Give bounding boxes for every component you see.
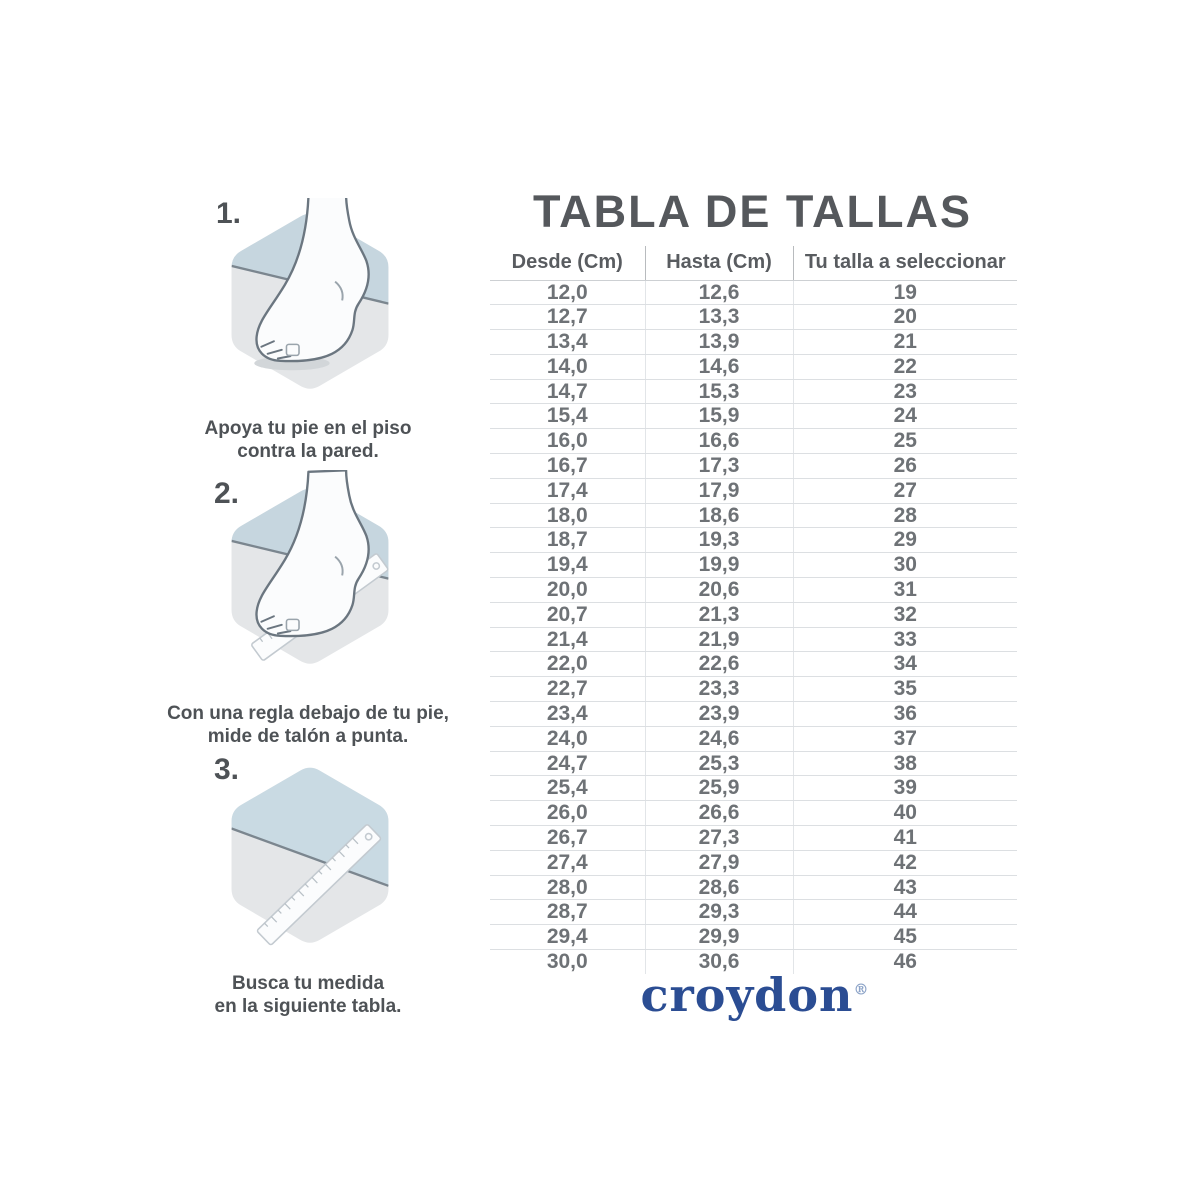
table-row — [490, 553, 1017, 578]
foot-against-wall-illustration — [208, 198, 412, 406]
table-cell: 14,0 — [490, 354, 645, 379]
table-row — [490, 677, 1017, 702]
step-3-caption — [158, 972, 458, 1018]
table-row — [490, 850, 1017, 875]
table-cell: 21,3 — [645, 602, 793, 627]
table-cell: 28,6 — [645, 875, 793, 900]
table-row — [490, 801, 1017, 826]
table-cell: 23,4 — [490, 702, 645, 727]
table-cell: 26 — [793, 454, 1017, 479]
table-cell: 40 — [793, 801, 1017, 826]
table-cell: 29 — [793, 528, 1017, 553]
table-cell: 25,4 — [490, 776, 645, 801]
table-cell: 24,6 — [645, 726, 793, 751]
table-cell: 16,0 — [490, 429, 645, 454]
foot-with-ruler-illustration — [208, 470, 412, 684]
table-row — [490, 379, 1017, 404]
table-row — [490, 925, 1017, 950]
table-cell: 34 — [793, 652, 1017, 677]
table-cell: 39 — [793, 776, 1017, 801]
table-cell: 35 — [793, 677, 1017, 702]
table-cell: 22,0 — [490, 652, 645, 677]
table-cell: 20,0 — [490, 578, 645, 603]
table-cell: 29,9 — [645, 925, 793, 950]
table-cell: 27,9 — [645, 850, 793, 875]
table-cell: 30,0 — [490, 950, 645, 974]
table-cell: 42 — [793, 850, 1017, 875]
caption-line: mide de talón a punta. — [207, 726, 409, 747]
table-cell: 23,3 — [645, 677, 793, 702]
table-cell: 19,4 — [490, 553, 645, 578]
caption-line: Busca tu medida — [231, 973, 385, 994]
table-cell: 29,4 — [490, 925, 645, 950]
table-cell: 13,9 — [645, 330, 793, 355]
table-cell: 25 — [793, 429, 1017, 454]
step-1-number: 1. — [216, 197, 242, 230]
table-row — [490, 503, 1017, 528]
table-cell: 46 — [893, 950, 917, 974]
table-cell: 24,0 — [490, 726, 645, 751]
table-cell: 22,7 — [490, 677, 645, 702]
table-row — [490, 652, 1017, 677]
table-row — [490, 702, 1017, 727]
table-cell: 28,7 — [490, 900, 645, 925]
step-1-caption — [158, 417, 458, 463]
table-cell: 31 — [793, 578, 1017, 603]
table-cell: 44 — [793, 900, 1017, 925]
table-row — [490, 429, 1017, 454]
table-cell: 23,9 — [645, 702, 793, 727]
table-cell: 15,3 — [645, 379, 793, 404]
table-cell: 37 — [793, 726, 1017, 751]
table-cell: 38 — [793, 751, 1017, 776]
table-cell: 14,6 — [645, 354, 793, 379]
table-cell: 45 — [793, 925, 1017, 950]
table-row — [490, 478, 1017, 503]
table-cell: 21,4 — [490, 627, 645, 652]
table-cell: 30,6 — [645, 950, 793, 974]
table-cell: 24,7 — [490, 751, 645, 776]
table-cell: 25,3 — [645, 751, 793, 776]
column-header-hasta: Hasta (Cm) — [645, 246, 793, 280]
table-cell: 13,4 — [490, 330, 645, 355]
table-cell: 17,4 — [490, 478, 645, 503]
table-cell: 41 — [793, 826, 1017, 851]
table-cell: 23 — [793, 379, 1017, 404]
table-cell: 16,7 — [490, 454, 645, 479]
page-title: TABLA DE TALLAS — [532, 186, 973, 237]
table-row — [490, 776, 1017, 801]
table-cell: 30 — [793, 553, 1017, 578]
table-cell: 19,3 — [645, 528, 793, 553]
table-cell: 36 — [793, 702, 1017, 727]
table-cell: 18,0 — [490, 503, 645, 528]
table-header-row — [490, 246, 1017, 280]
caption-line: en la siguiente tabla. — [214, 996, 402, 1017]
table-cell: 26,0 — [490, 801, 645, 826]
registered-trademark-icon: ® — [853, 980, 870, 999]
table-row — [490, 354, 1017, 379]
table-cell: 26,7 — [490, 826, 645, 851]
table-row — [490, 404, 1017, 429]
table-cell: 13,3 — [645, 305, 793, 330]
table-cell: 28 — [793, 503, 1017, 528]
brand-logo — [490, 968, 1020, 1022]
table-row — [490, 826, 1017, 851]
table-cell: 17,3 — [645, 454, 793, 479]
table-cell: 20,7 — [490, 602, 645, 627]
table-cell: 26,6 — [645, 801, 793, 826]
caption-line: Apoya tu pie en el piso — [204, 418, 412, 439]
brand-name: croydon — [640, 968, 854, 1022]
step-3-number: 3. — [214, 753, 240, 786]
table-cell: 22 — [793, 354, 1017, 379]
table-cell: 25,9 — [645, 776, 793, 801]
step-2-number: 2. — [214, 477, 240, 510]
table-cell: 29,3 — [645, 900, 793, 925]
table-cell: 24 — [793, 404, 1017, 429]
table-cell: 14,7 — [490, 379, 645, 404]
table-row — [490, 900, 1017, 925]
table-row — [490, 726, 1017, 751]
table-cell: 12,6 — [645, 280, 793, 305]
table-cell: 12,0 — [490, 280, 645, 305]
table-cell: 22,6 — [645, 652, 793, 677]
table-row — [490, 330, 1017, 355]
table-cell: 20,6 — [645, 578, 793, 603]
table-cell: 15,4 — [490, 404, 645, 429]
table-cell: 15,9 — [645, 404, 793, 429]
table-cell: 19,9 — [645, 553, 793, 578]
table-row — [490, 280, 1017, 305]
table-cell: 17,9 — [645, 478, 793, 503]
table-cell: 18,7 — [490, 528, 645, 553]
table-cell: 20 — [793, 305, 1017, 330]
table-cell: 27 — [793, 478, 1017, 503]
table-cell: 27,4 — [490, 850, 645, 875]
table-row — [490, 454, 1017, 479]
table-cell: 27,3 — [645, 826, 793, 851]
size-table — [490, 246, 1017, 974]
table-cell: 12,7 — [490, 305, 645, 330]
table-row — [490, 602, 1017, 627]
table-row — [490, 305, 1017, 330]
table-row — [490, 751, 1017, 776]
table-cell: 33 — [793, 627, 1017, 652]
table-row — [490, 875, 1017, 900]
table-cell: 28,0 — [490, 875, 645, 900]
table-cell: 21 — [793, 330, 1017, 355]
ruler-on-floor-illustration — [208, 752, 412, 960]
step-2-caption — [158, 702, 458, 748]
table-cell: 21,9 — [645, 627, 793, 652]
table-row — [490, 578, 1017, 603]
table-row — [490, 528, 1017, 553]
table-cell: 16,6 — [645, 429, 793, 454]
table-cell: 43 — [793, 875, 1017, 900]
column-header-desde: Desde (Cm) — [490, 246, 645, 280]
caption-line: Con una regla debajo de tu pie, — [167, 703, 449, 724]
column-header-talla: Tu talla a seleccionar — [793, 246, 1017, 280]
table-row — [490, 627, 1017, 652]
table-cell: 19 — [793, 280, 1017, 305]
caption-line: contra la pared. — [237, 441, 379, 462]
table-cell: 32 — [793, 602, 1017, 627]
table-cell: 18,6 — [645, 503, 793, 528]
